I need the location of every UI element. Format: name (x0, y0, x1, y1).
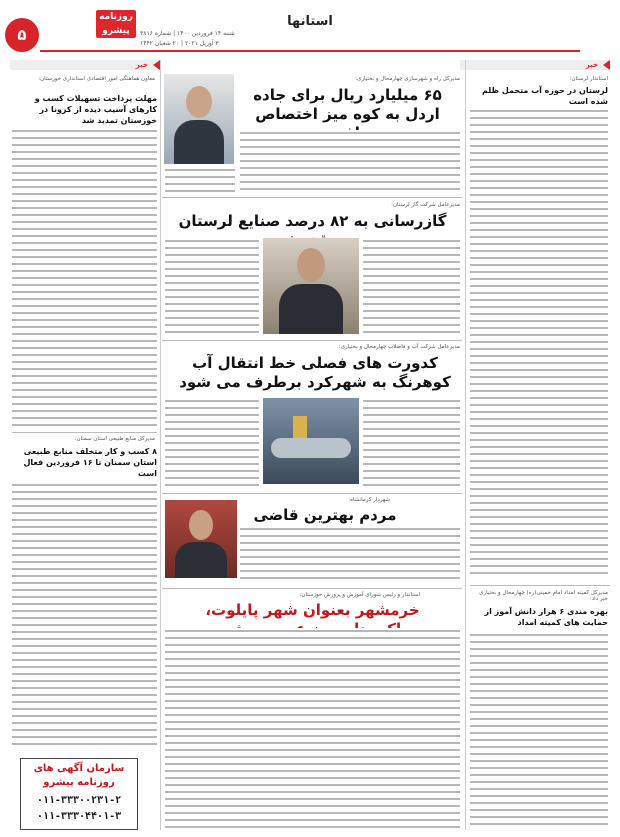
face-shape (189, 510, 213, 540)
left-article-body-2 (12, 482, 157, 750)
face-shape (186, 86, 212, 118)
middle4-body (165, 628, 460, 828)
left-label: خبر (135, 61, 148, 69)
middle4-headline: خرمشهر بعنوان شهر پایلوت، (205, 601, 420, 619)
left-kicker: معاون هماهنگی امور اقتصادی استانداری خوزستان: (38, 76, 155, 82)
left-headline: مهلت پرداخت تسهیلات کسب و کارهای آسیب دیده از کرونا در خوزستان تمدید شد (34, 94, 157, 125)
left-article-body (12, 128, 157, 428)
right-label-bar (460, 60, 610, 70)
middle1-headline: گازرسانی به ۸۲ درصد صنایع لرستان (178, 212, 447, 230)
face-shape (297, 248, 325, 282)
advertising-box (20, 758, 138, 830)
middle1-body-right (363, 238, 460, 336)
middle1-body-left (165, 238, 259, 336)
divider (162, 197, 462, 198)
right-article-body (470, 108, 608, 578)
suit-shape (175, 542, 227, 578)
right-label: خبر (585, 61, 598, 69)
middle3-body (240, 526, 460, 582)
left-headline-2: ۸ کسب و کار متخلف منابع طبیعی استان سمنان تا ۱۶ فروردین فعال است (23, 447, 157, 478)
middle3-kicker: شهردار کرمانشاه: (348, 497, 390, 503)
middle1-kicker: مدیرعامل شرکت گاز لرستان: (391, 202, 460, 208)
middle2-body-right (363, 398, 460, 488)
middle2-kicker: مدیرعامل شرکت آب و فاضلاب چهارمحال و بختیاری: (338, 344, 460, 350)
middle2-headline: کدورت های فصلی خط انتقال آب کوهرنگ به شهرکرد برطرف می شود (179, 354, 451, 391)
masthead (0, 0, 620, 62)
divider (12, 432, 157, 433)
pipe-shape (271, 438, 351, 458)
right-bottom-kicker: مدیرکل کمیته امداد امام خمینی(ره) چهارمحال و بختیاری خبر داد: (479, 590, 608, 602)
issue-date-gregorian: ۳ آوریل ۲۰۲۱ | ۲۰ شعبان ۱۴۴۲ (140, 40, 219, 47)
label-arrow-icon (153, 60, 160, 70)
top-kicker: مدیرکل راه و شهرسازی چهارمحال و بختیاری: (355, 76, 460, 82)
left-label-bar (10, 60, 160, 70)
ad-title: سازمان آگهی های (33, 763, 125, 774)
official-photo (164, 74, 234, 164)
middle3-headline: مردم بهترین قاضی (253, 506, 397, 524)
suit-shape (174, 120, 224, 164)
label-arrow-icon (603, 60, 610, 70)
divider (162, 340, 462, 341)
suit-shape (279, 284, 343, 334)
divider (470, 585, 610, 586)
worker-shape (293, 416, 307, 438)
right-headline: لرستان در حوزه آب متحمل ظلم شده است (481, 86, 608, 106)
pipeline-photo (263, 398, 359, 484)
newspaper-logo: روزنامه پیشرو (96, 10, 136, 38)
top-headline: ۶۵ میلیارد ریال برای جاده اردل به کوه میز اختصاص (253, 86, 442, 123)
ad-phone-1: ۰۱۱-۳۳۳۰۰۲۳۱-۲ (36, 795, 122, 806)
header-rule (40, 50, 580, 52)
middle2-body-left (165, 398, 259, 488)
ad-phone-2: ۰۱۱-۳۳۳۰۴۴۰۱-۳ (36, 811, 122, 822)
left-kicker-2: مدیرکل منابع طبیعی استان سمنان: (74, 436, 155, 442)
column-divider (160, 60, 161, 830)
top-article-body (240, 130, 460, 190)
middle4-kicker: استاندار و رئیس شورای آموزش و پرورش خوزستان: (299, 592, 420, 598)
section-title: استانها (287, 14, 333, 29)
divider (162, 493, 462, 494)
right-kicker: استاندار لرستان: (569, 76, 608, 82)
top-article-body-2 (165, 167, 235, 193)
mayor-photo (165, 500, 237, 578)
right-bottom-headline: بهره مندی ۶ هزار دانش آموز از حمایت های کمیته امداد (484, 607, 608, 627)
issue-date: شنبه ۱۴ فروردین ۱۴۰۰ | شماره ۳۸۱۶ (140, 30, 235, 37)
divider (162, 588, 462, 589)
column-divider (465, 60, 466, 830)
gas-official-photo (263, 238, 359, 334)
ad-subtitle: روزنامه پیشرو (43, 777, 115, 788)
right-bottom-body (470, 632, 608, 827)
page-number: ۵ (5, 18, 39, 52)
